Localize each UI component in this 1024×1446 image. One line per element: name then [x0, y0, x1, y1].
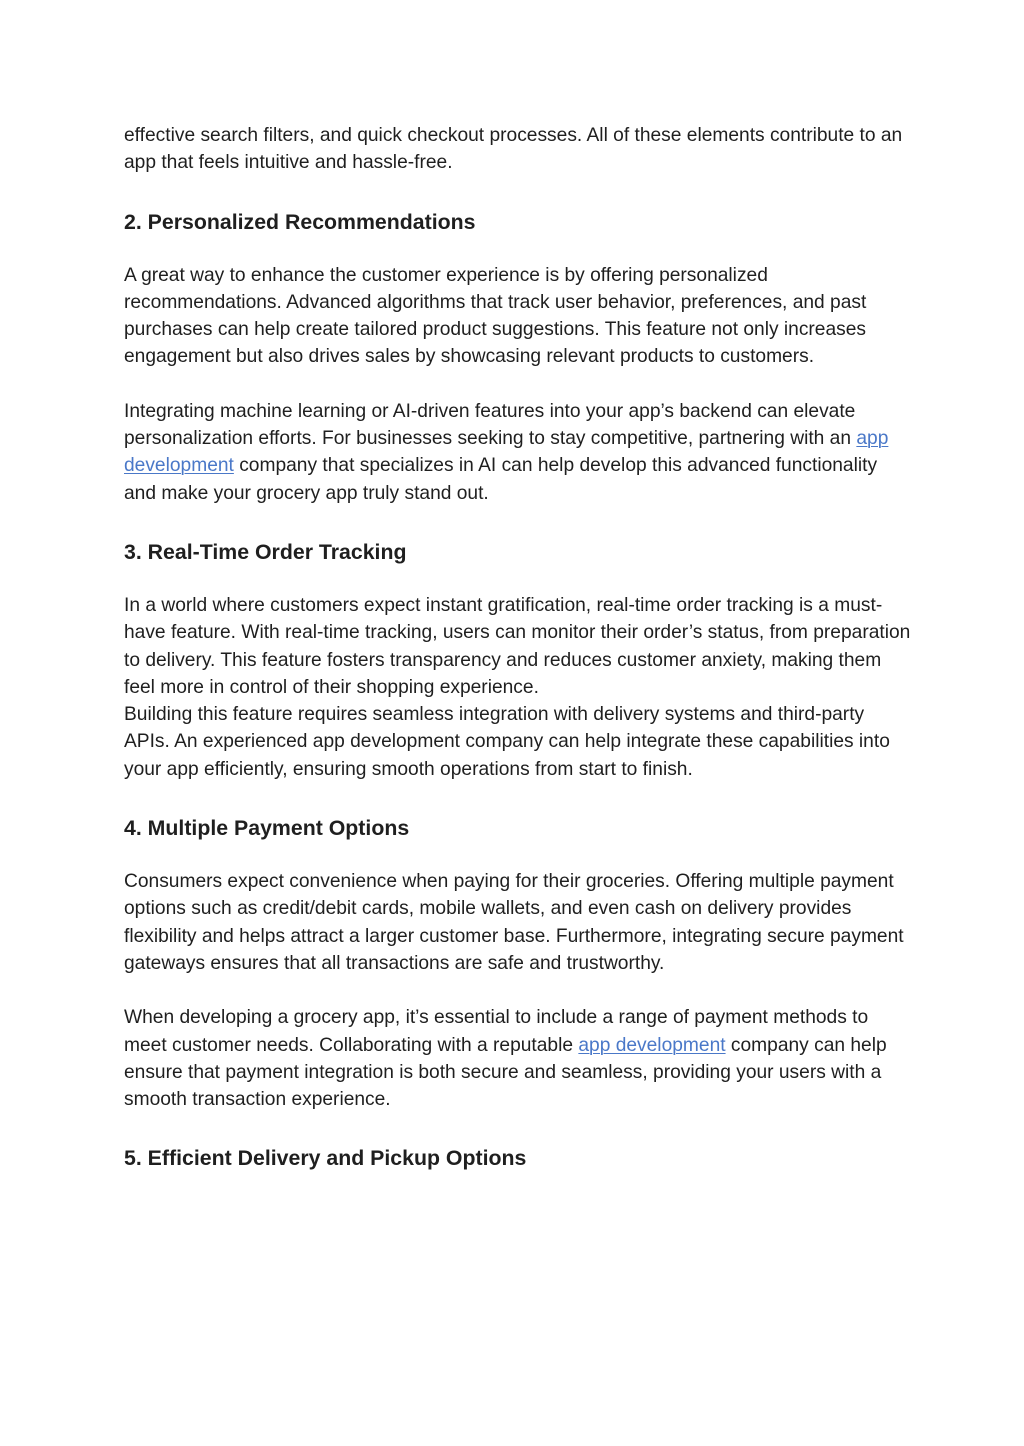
paragraph-text: When developing a grocery app, it’s essential to include a range of payment methods to meet customer needs. Collaborating with a reputable	[124, 1007, 869, 1056]
payment-options-paragraph-1: Consumers expect convenience when paying for their groceries. Offering multiple payment options such as credit/debit cards, mobile wallets, and even cash on delivery provides flexibility and helps attract a larger customer base. Furthermore, integrating secure payment gateways ensures that all transactions are safe and trustworthy.	[124, 871, 904, 974]
personalized-recommendations-paragraph-1: A great way to enhance the customer experience is by offering personalized recommendations. Advanced algorithms that track user behavior, preferences, and past purchases can help create tailored product suggestions. This feature not only increases engagement but also drives sales by showcasing relevant products to customers.	[124, 264, 867, 368]
payment-options-paragraph-2	[124, 1004, 914, 1113]
intro-paragraph: effective search filters, and quick checkout processes. All of these elements contribute to an app that feels intuitive and hassle-free.	[124, 125, 903, 174]
order-tracking-paragraph-2: Building this feature requires seamless integration with delivery systems and third-party APIs. An experienced app development company can help integrate these capabilities into your app efficiently, ensuring smooth operations from start to finish.	[124, 704, 890, 780]
paragraph-text: company that specializes in AI can help develop this advanced functionality and make your grocery app truly stand out.	[124, 455, 878, 504]
section-heading-efficient-delivery-pickup: 5. Efficient Delivery and Pickup Options	[124, 1146, 527, 1171]
section-heading-multiple-payment-options: 4. Multiple Payment Options	[124, 816, 410, 841]
app-development-link[interactable]: app development	[124, 428, 889, 477]
paragraph-text: Integrating machine learning or AI-driven features into your app’s backend can elevate personalization efforts. For businesses seeking to stay competitive, partnering with an	[124, 400, 857, 450]
personalized-recommendations-paragraph-2	[124, 398, 914, 507]
document-page	[124, 122, 914, 1172]
section-heading-real-time-order-tracking: 3. Real-Time Order Tracking	[124, 539, 407, 564]
section-heading-personalized-recommendations: 2. Personalized Recommendations	[124, 209, 476, 234]
app-development-link[interactable]: app development	[578, 1034, 726, 1056]
paragraph-text: company can help ensure that payment integration is both secure and seamless, providing your users with a smooth transaction experience.	[124, 1034, 887, 1111]
order-tracking-paragraph-1: In a world where customers expect instant gratification, real-time order tracking is a must-have feature. With real-time tracking, users can monitor their order’s status, from preparation to delivery. This feature fosters transparency and reduces customer anxiety, making them feel more in control of their shopping experience.	[124, 594, 911, 698]
